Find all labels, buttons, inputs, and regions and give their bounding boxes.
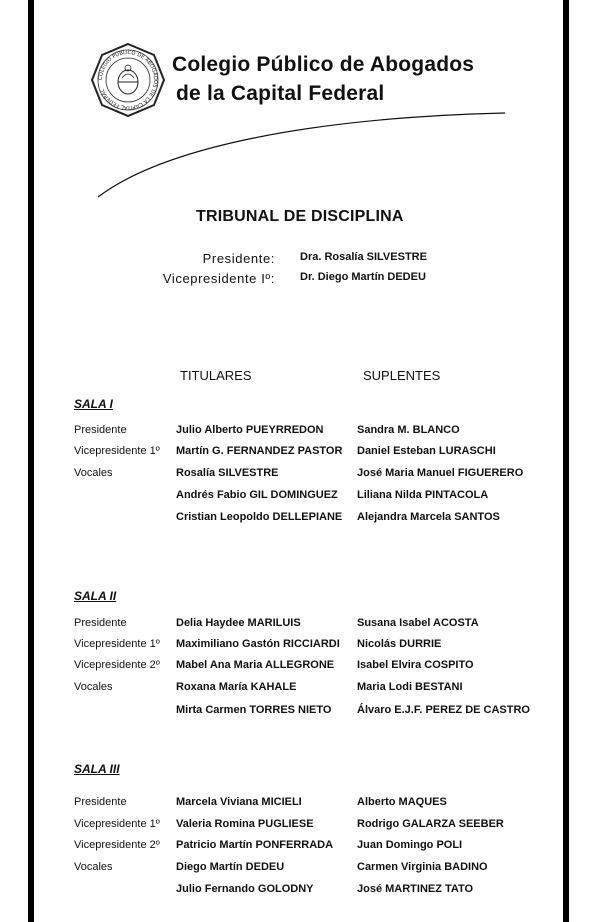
suplente-name: Álvaro E.J.F. PEREZ DE CASTRO — [357, 704, 530, 716]
titular-name: Cristian Leopoldo DELLEPIANE — [176, 511, 343, 523]
president-name: Dra. Rosalía SILVESTRE — [300, 251, 427, 263]
titular-name: Patricio Martín PONFERRADA — [176, 839, 334, 851]
sala-2-title: SALA II — [74, 589, 117, 603]
org-name-line-1: Colegio Público de Abogados — [172, 53, 475, 76]
suplente-name: Juan Domingo POLI — [357, 839, 463, 851]
suplente-name: Rodrigo GALARZA SEEBER — [357, 818, 504, 830]
role-label: Vocales — [74, 681, 113, 693]
suplente-name: Liliana Nilda PINTACOLA — [357, 489, 489, 501]
suplentes-column-header: SUPLENTES — [363, 368, 441, 383]
role-label: Vicepresidente 1º — [74, 818, 160, 830]
sala-1-title: SALA I — [74, 397, 113, 411]
table-row — [0, 424, 600, 442]
table-row — [0, 796, 600, 814]
suplente-name: Susana Isabel ACOSTA — [357, 617, 479, 629]
table-row — [0, 883, 600, 901]
table-row — [0, 511, 600, 529]
table-row — [0, 861, 600, 879]
role-label: Presidente — [74, 617, 127, 629]
titular-name: Rosalía SILVESTRE — [176, 467, 279, 479]
table-row — [0, 467, 600, 485]
suplente-name: Alejandra Marcela SANTOS — [357, 511, 500, 523]
suplente-name: Sandra M. BLANCO — [357, 424, 460, 436]
titular-name: Julio Alberto PUEYRREDON — [176, 424, 324, 436]
role-label: Vicepresidente 1º — [74, 445, 160, 457]
table-row — [0, 617, 600, 635]
titular-name: Martín G. FERNANDEZ PASTOR — [176, 445, 343, 457]
suplente-name: Isabel Elvira COSPITO — [357, 659, 474, 671]
titulares-column-header: TITULARES — [180, 368, 252, 383]
table-row — [0, 681, 600, 699]
role-label: Vicepresidente 1º — [74, 638, 160, 650]
table-row — [0, 704, 600, 722]
suplente-name: Alberto MAQUES — [357, 796, 447, 808]
role-label: Vicepresidente 2º — [74, 659, 160, 671]
suplente-name: Carmen Virginia BADINO — [357, 861, 488, 873]
suplente-name: José Maria Manuel FIGUERERO — [357, 467, 524, 479]
table-row — [0, 445, 600, 463]
tribunal-title: TRIBUNAL DE DISCIPLINA — [196, 208, 404, 225]
role-label: Vocales — [74, 467, 113, 479]
role-label: Vocales — [74, 861, 113, 873]
org-name-line-2: de la Capital Federal — [176, 82, 385, 105]
suplente-name: Maria Lodi BESTANI — [357, 681, 463, 693]
suplente-name: Nicolás DURRIE — [357, 638, 442, 650]
titular-name: Julio Fernando GOLODNY — [176, 883, 314, 895]
table-row — [0, 839, 600, 857]
titular-name: Mirta Carmen TORRES NIETO — [176, 704, 332, 716]
seal-text: COLEGIO PÚBLICO DE ABOGADOS DE LA CAPITAL FEDERAL — [97, 49, 159, 111]
role-label: Vicepresidente 2º — [74, 839, 160, 851]
vicepresident-label: Vicepresidente Iº: — [162, 271, 275, 286]
titular-name: Delia Haydee MARILUIS — [176, 617, 301, 629]
titular-name: Mabel Ana Maria ALLEGRONE — [176, 659, 335, 671]
decorative-swoosh-line — [0, 0, 600, 220]
suplente-name: Daniel Esteban LURASCHI — [357, 445, 496, 457]
table-row — [0, 659, 600, 677]
titular-name: Diego Martín DEDEU — [176, 861, 285, 873]
role-label: Presidente — [74, 796, 127, 808]
president-label: Presidente: — [202, 251, 275, 266]
titular-name: Roxana María KAHALE — [176, 681, 297, 693]
titular-name: Andrés Fabio GIL DOMINGUEZ — [176, 489, 338, 501]
titular-name: Marcela Viviana MICIELI — [176, 796, 302, 808]
vicepresident-name: Dr. Diego Martín DEDEU — [300, 271, 426, 283]
table-row — [0, 489, 600, 507]
sala-3-title: SALA III — [74, 762, 120, 776]
table-row — [0, 818, 600, 836]
table-row — [0, 638, 600, 656]
role-label: Presidente — [74, 424, 127, 436]
suplente-name: José MARTINEZ TATO — [357, 883, 474, 895]
titular-name: Maximiliano Gastón RICCIARDI — [176, 638, 340, 650]
titular-name: Valeria Romina PUGLIESE — [176, 818, 314, 830]
